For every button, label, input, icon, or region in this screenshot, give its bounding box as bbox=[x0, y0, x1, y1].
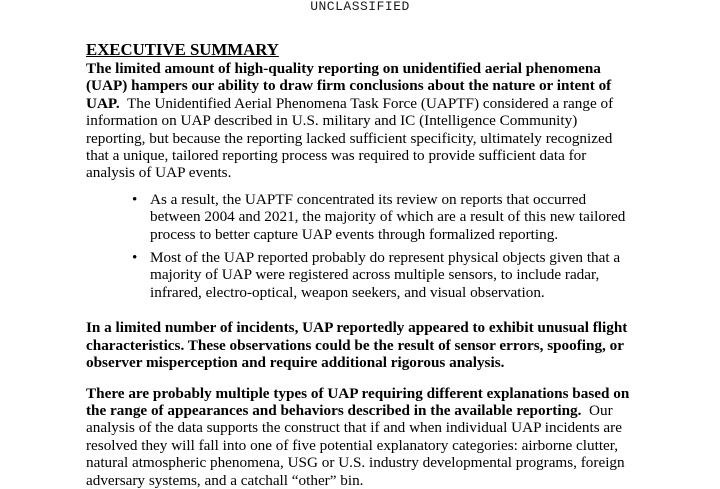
bullet-item-2-text: Most of the UAP reported probably do represent physical objects given that a majority of UAP were registered across multiple sensors, to include radar, infrared, electro-optical, weapon seekers, and visual observation. bbox=[150, 249, 621, 301]
document-body bbox=[86, 40, 634, 489]
paragraph-1-text: The Unidentified Aerial Phenomena Task Force (UAPTF) considered a range of information on UAP described in U.S. military and IC (Intelligence Community) reporting, but because the reporting lacked sufficient specificity, ultimately recognized that a unique, tailored reporting process was required to provide sufficient data for analysis of UAP events. bbox=[86, 94, 614, 182]
bullet-item-1 bbox=[86, 191, 634, 243]
bullet-marker: • bbox=[132, 249, 138, 267]
bullet-list bbox=[86, 191, 634, 301]
paragraph-1-lead: The limited amount of high-quality reporting on unidentified aerial phenomena (UAP) hampers our ability to draw firm conclusions about the nature or intent of UAP. bbox=[86, 60, 612, 112]
paragraph-3-lead: There are probably multiple types of UAP requiring different explanations based on the range of appearances and behaviors described in the available reporting. bbox=[86, 384, 630, 419]
bullet-item-1-text: As a result, the UAPTF concentrated its review on reports that occurred between 2004 and 2021, the majority of which are a result of this new tailored process to better capture UAP events through formalized reporting. bbox=[150, 190, 626, 243]
paragraph-3 bbox=[86, 385, 634, 489]
bullet-marker: • bbox=[132, 190, 138, 208]
paragraph-2-lead: In a limited number of incidents, UAP reportedly appeared to exhibit unusual flight characteristics. These observations could be the result of sensor errors, spoofing, or observer misperception and require additional rigorous analysis. bbox=[86, 319, 628, 372]
paragraph-1 bbox=[86, 60, 634, 182]
section-heading: EXECUTIVE SUMMARY bbox=[86, 40, 279, 59]
bullet-item-2 bbox=[86, 249, 634, 301]
paragraph-3-text: Our analysis of the data supports the construct that if and when individual UAP incidents are resolved they will fall into one of five potential explanatory categories: airborne clutter, natural atmospheric phenomena, USG or U.S. industry developmental programs, foreign adversary systems, and a catchall “other” bin. bbox=[86, 401, 625, 489]
paragraph-2 bbox=[86, 319, 634, 371]
classification-marking: UNCLASSIFIED bbox=[310, 0, 410, 14]
